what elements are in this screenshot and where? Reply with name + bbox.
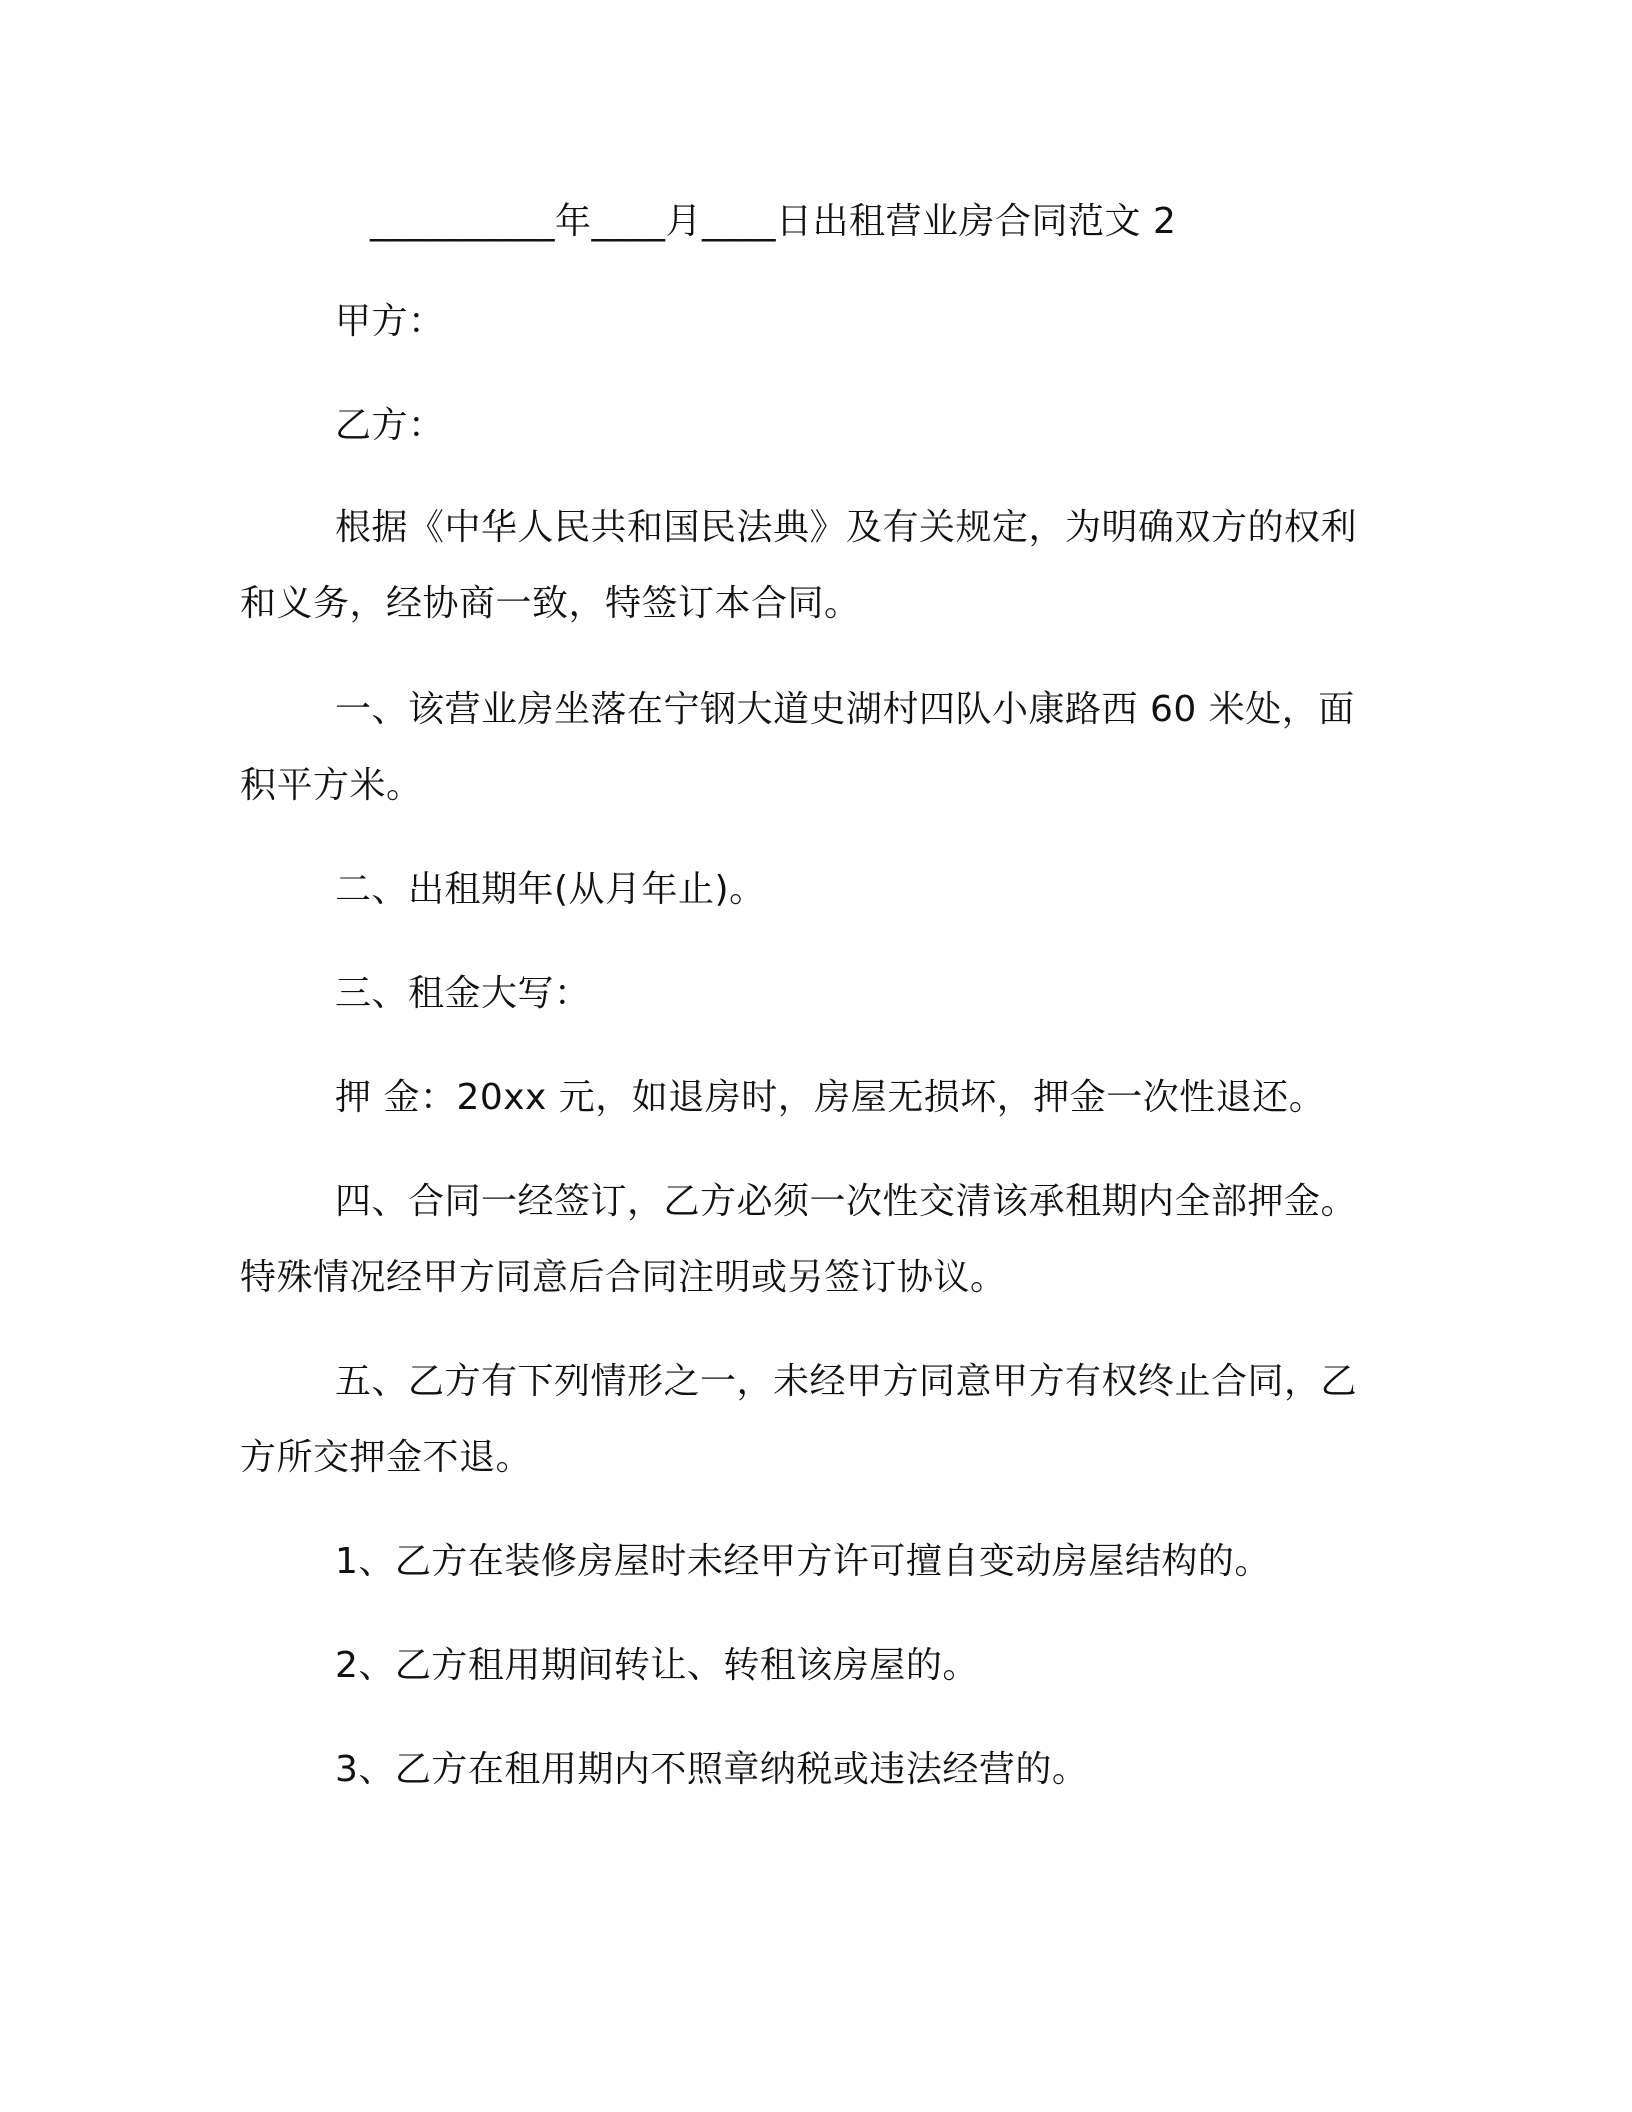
clause-2: 二、出租期年(从月年止)。 [335,869,766,910]
clause-4-line-2: 特殊情况经甲方同意后合同注明或另签订协议。 [240,1257,1007,1298]
clause-5-line-2: 方所交押金不退。 [240,1437,533,1478]
preamble-line-2: 和义务，经协商一致，特签订本合同。 [240,583,861,624]
clause-1-line-1: 一、该营业房坐落在宁钢大道史湖村四队小康路西 60 米处，面 [335,689,1355,730]
deposit-clause: 押 金：20xx 元，如退房时，房屋无损坏，押金一次性退还。 [335,1077,1326,1118]
sub-item-2: 2、乙方租用期间转让、转租该房屋的。 [335,1645,979,1686]
clause-5-line-1: 五、乙方有下列情形之一，未经甲方同意甲方有权终止合同，乙 [335,1361,1358,1402]
clause-4-line-1: 四、合同一经签订，乙方必须一次性交清该承租期内全部押金。 [335,1181,1358,1222]
party-b-label: 乙方： [335,405,445,446]
sub-item-1: 1、乙方在装修房屋时未经甲方许可擅自变动房屋结构的。 [335,1541,1271,1582]
sub-item-3: 3、乙方在租用期内不照章纳税或违法经营的。 [335,1749,1089,1790]
preamble-line-1: 根据《中华人民共和国民法典》及有关规定，为明确双方的权利 [335,507,1358,548]
document-title: __________年____月____日出租营业房合同范文 2 [370,201,1177,242]
clause-1-line-2: 积平方米。 [240,765,423,806]
party-a-label: 甲方： [335,301,445,342]
clause-3: 三、租金大写： [335,973,591,1014]
